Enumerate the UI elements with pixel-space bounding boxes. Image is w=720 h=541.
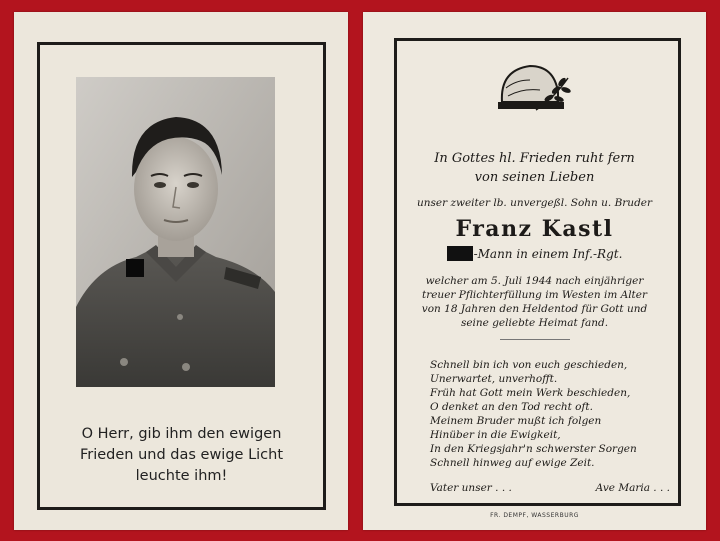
poem-line: In den Kriegsjahr'n schwerster Sorgen [430,443,637,455]
poem-line: Hinüber in die Ewigkeit, [430,429,561,441]
bio-line: treuer Pflichterfüllung im Westen im Alter [421,289,648,301]
portrait-photo [76,77,275,387]
prayer-text [44,424,319,487]
poem-line: Meinem Bruder mußt ich folgen [430,415,602,427]
rank-line [363,246,706,261]
memorial-card-front [14,12,348,530]
redacted-block [447,246,473,261]
intro-line: von seinen Lieben [474,170,595,185]
divider-line [500,339,570,340]
bio-line: von 18 Jahren den Heldentod für Gott und [421,303,648,315]
helmet-laurel-icon [496,58,572,120]
relation-text: unser zweiter lb. unvergeßl. Sohn u. Bruder [416,197,653,209]
prayer-line: O Herr, gib ihm den ewigen [81,426,282,442]
bio-line: seine geliebte Heimat fand. [460,317,609,329]
poem-line: O denket an den Tod recht oft. [430,401,593,413]
prayer-line: Frieden und das ewige Licht [79,447,284,463]
closing-prayers [430,482,670,494]
closing-vater-unser: Vater unser . . . [430,482,512,494]
poem-line: Früh hat Gott mein Werk beschieden, [430,387,631,399]
memorial-card-back [363,12,706,530]
poem-text [430,358,690,470]
printer-imprint: FR. DEMPF, WASSERBURG [490,512,579,519]
closing-ave-maria: Ave Maria . . . [595,482,670,494]
poem-line: Schnell bin ich von euch geschieden, [430,359,628,371]
deceased-name: Franz Kastl [455,216,614,242]
poem-line: Unerwartet, unverhofft. [430,373,558,385]
soldier-portrait-icon [76,77,275,387]
intro-text [363,149,706,187]
poem-line: Schnell hinweg auf ewige Zeit. [430,457,595,469]
intro-line: In Gottes hl. Frieden ruht fern [434,151,635,166]
bio-line: welcher am 5. Juli 1944 nach einjähriger [425,275,644,287]
biography-text [363,274,706,330]
prayer-line: leuchte ihm! [135,468,228,484]
rank-text: -Mann in einem Inf.-Rgt. [473,247,623,261]
